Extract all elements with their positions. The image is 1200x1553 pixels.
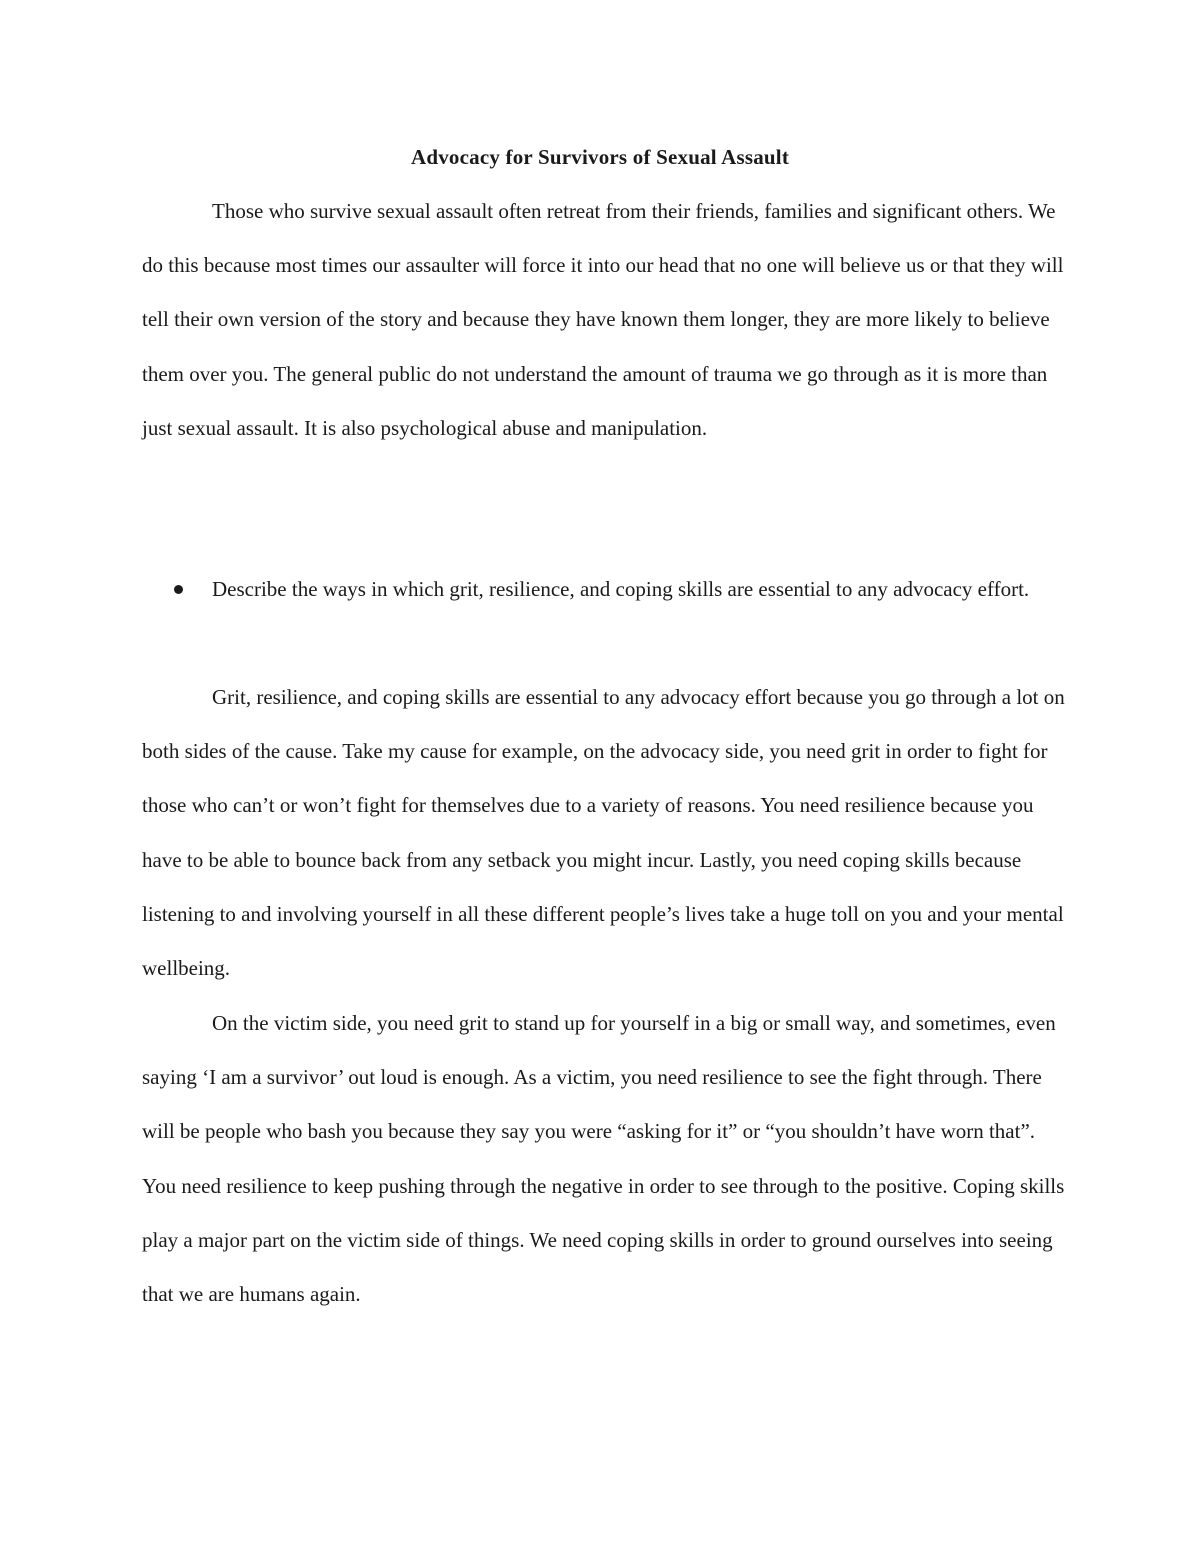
paragraph-victim-side bbox=[142, 996, 1072, 1321]
bullet-item-text: Describe the ways in which grit, resilience, and coping skills are essential to any advocacy effort. bbox=[212, 577, 1030, 601]
document-title: Advocacy for Survivors of Sexual Assault bbox=[410, 145, 790, 169]
bullet-dot-icon bbox=[174, 585, 183, 594]
bullet-list-item bbox=[142, 562, 1072, 616]
paragraph-advocacy-side-text: Grit, resilience, and coping skills are essential to any advocacy effort because you go through a lot on both sides of the cause. Take my cause for example, on the advocacy side, you need grit in order to fight for those who can’t or won’t fight for themselves due to a variety of reasons. You need resilience because you have to be able to bounce back from any setback you might incur. Lastly, you need coping skills because listening to and involving yourself in all these different people’s lives take a huge toll on you and your mental wellbeing. bbox=[142, 685, 1065, 981]
bullet-list bbox=[142, 562, 1072, 616]
paragraph-intro-text: Those who survive sexual assault often retreat from their friends, families and significant others. We do this because most times our assaulter will force it into our head that no one will believe us or that they will tell their own version of the story and because they have known them longer, they are more likely to believe them over you. The general public do not understand the amount of trauma we go through as it is more than just sexual assault. It is also psychological abuse and manipulation. bbox=[142, 199, 1064, 440]
paragraph-advocacy-side bbox=[142, 670, 1072, 995]
paragraph-intro bbox=[142, 184, 1072, 455]
paragraph-victim-side-text: On the victim side, you need grit to stand up for yourself in a big or small way, and sometimes, even saying ‘I am a survivor’ out loud is enough. As a victim, you need resilience to see the fight through. There will be people who bash you because they say you were “asking for it” or “you shouldn’t have worn that”. You need resilience to keep pushing through the negative in order to see through to the positive. Coping skills play a major part on the victim side of things. We need coping skills in order to ground ourselves into seeing that we are humans again. bbox=[142, 1011, 1065, 1307]
